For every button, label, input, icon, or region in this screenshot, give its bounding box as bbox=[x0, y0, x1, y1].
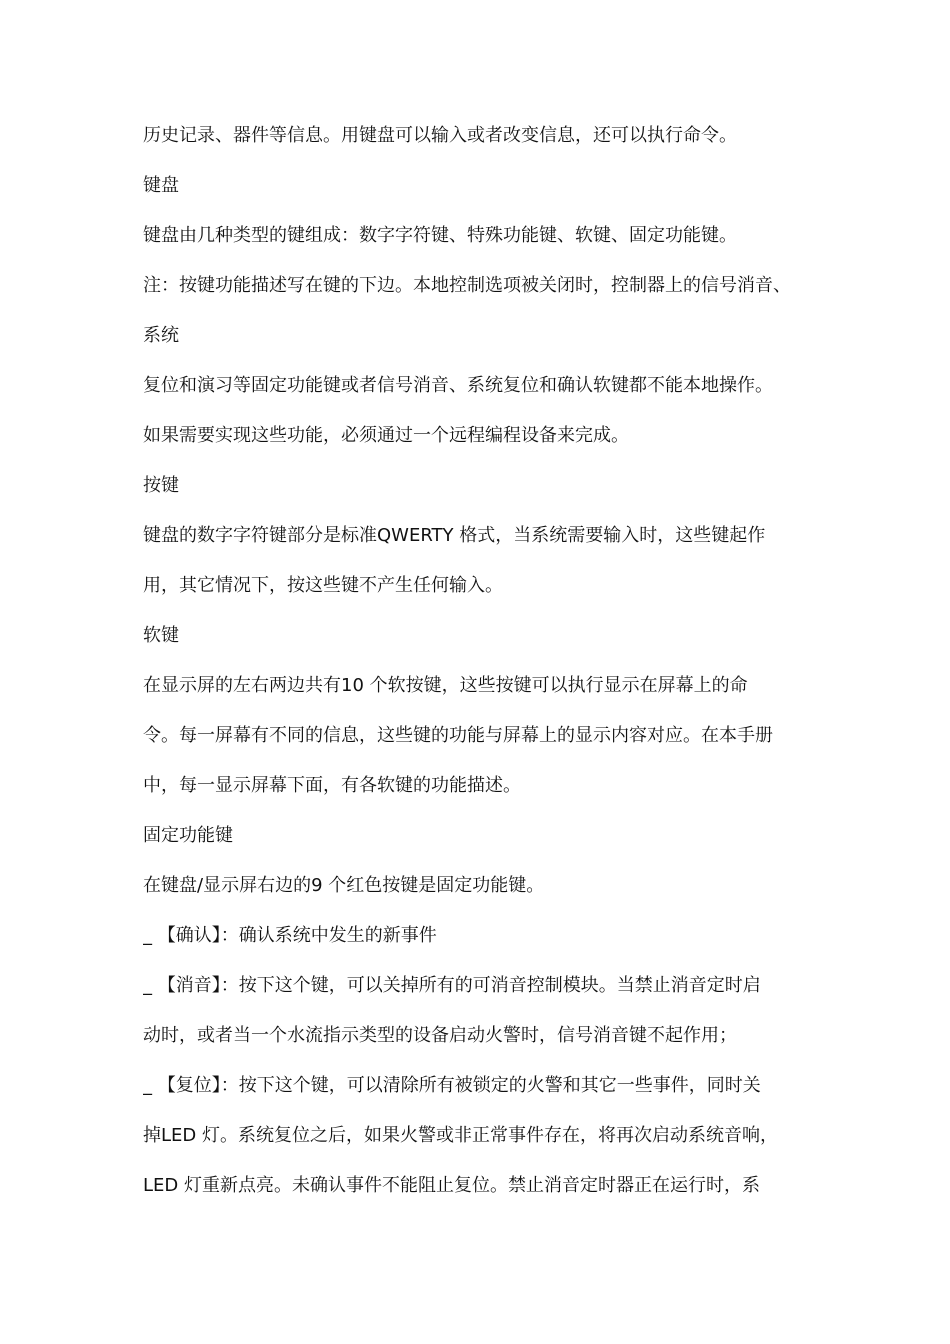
text-line: 动时，或者当一个水流指示类型的设备启动火警时，信号消音键不起作用； bbox=[143, 1025, 737, 1046]
list-item-silence: _ 【消音】：按下这个键，可以关掉所有的可消音控制模块。当禁止消音定时启 bbox=[143, 975, 761, 996]
text-line: LED 灯重新点亮。未确认事件不能阻止复位。禁止消音定时器正在运行时，系 bbox=[143, 1175, 760, 1196]
section-heading-fixed-function-keys: 固定功能键 bbox=[143, 825, 233, 846]
text-line: 掉LED 灯。系统复位之后，如果火警或非正常事件存在，将再次启动系统音响， bbox=[143, 1125, 778, 1146]
text-line: 用，其它情况下，按这些键不产生任何输入。 bbox=[143, 575, 503, 596]
text-line: 在显示屏的左右两边共有10 个软按键，这些按键可以执行显示在屏幕上的命 bbox=[143, 675, 748, 696]
text-line: 令。每一屏幕有不同的信息，这些键的功能与屏幕上的显示内容对应。在本手册 bbox=[143, 725, 773, 746]
text-line: 在键盘/显示屏右边的9 个红色按键是固定功能键。 bbox=[143, 875, 545, 896]
section-heading-keys: 按键 bbox=[143, 475, 179, 496]
text-line: 如果需要实现这些功能，必须通过一个远程编程设备来完成。 bbox=[143, 425, 629, 446]
text-line: 复位和演习等固定功能键或者信号消音、系统复位和确认软键都不能本地操作。 bbox=[143, 375, 773, 396]
section-heading-keyboard: 键盘 bbox=[143, 175, 179, 196]
note-line: 注：按键功能描述写在键的下边。本地控制选项被关闭时，控制器上的信号消音、 bbox=[143, 275, 791, 296]
text-line: 键盘的数字字符键部分是标准QWERTY 格式，当系统需要输入时，这些键起作 bbox=[143, 525, 766, 546]
text-line: 系统 bbox=[143, 325, 179, 346]
list-item-acknowledge: _ 【确认】：确认系统中发生的新事件 bbox=[143, 925, 437, 946]
text-line: 中，每一显示屏幕下面，有各软键的功能描述。 bbox=[143, 775, 521, 796]
list-item-reset: _ 【复位】：按下这个键，可以清除所有被锁定的火警和其它一些事件，同时关 bbox=[143, 1075, 761, 1096]
section-heading-soft-keys: 软键 bbox=[143, 625, 179, 646]
text-line: 键盘由几种类型的键组成：数字字符键、特殊功能键、软键、固定功能键。 bbox=[143, 225, 737, 246]
text-line: 历史记录、器件等信息。用键盘可以输入或者改变信息，还可以执行命令。 bbox=[143, 125, 737, 146]
